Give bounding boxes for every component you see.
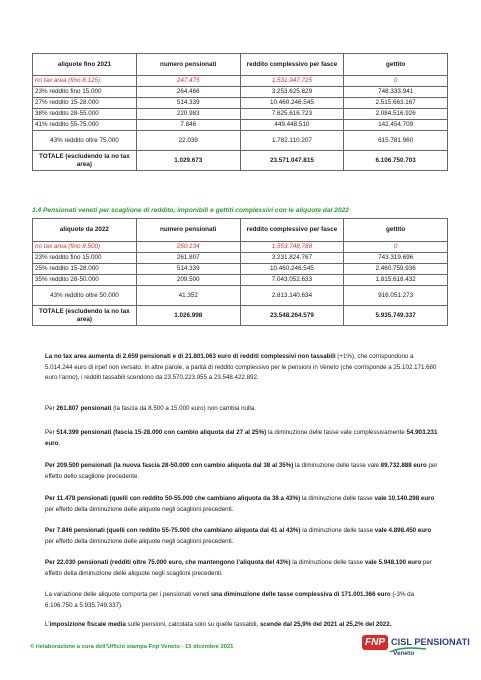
table-row xyxy=(33,98,448,109)
table-cell: 142.454.709 xyxy=(344,120,448,131)
body-text: (+1%), che corrispondono a 5.014.244 euro di irpef non versato. In altre parole, a parità di reddito complessivo per le pensioni in Veneto (che corrisponde a 25.102.171.680 euro l’anno), i redditi tassabili scendono da 23.570.223.955 a 23.548.422.892. xyxy=(45,353,437,381)
header-cell: gettito xyxy=(344,54,448,76)
table-cell: 10.460.246.545 xyxy=(240,264,344,275)
body-text: la diminuzione delle tasse xyxy=(290,559,365,566)
table-cell: 250.134 xyxy=(136,242,240,253)
table-aliquote-2021 xyxy=(32,53,448,171)
no-tax-row xyxy=(33,76,448,87)
section-title: 1.4 Pensionati veneti per scaglione di reddito, imponibili e gettiti complessivi con le aliquote dal 2022 xyxy=(32,207,349,214)
paragraph-fascia-8500-15000 xyxy=(45,404,440,415)
table-cell: 1.531.947.725 xyxy=(240,76,344,87)
table-cell: 23% reddito fino 15.000 xyxy=(33,253,137,264)
table-cell: 1.782.110.207 xyxy=(240,131,344,151)
table-cell: 743.319.696 xyxy=(344,253,448,264)
body-text: (-3% da 6.106.750 a 5.935.749.337). xyxy=(45,591,415,609)
table-cell: 2.813.140.634 xyxy=(240,286,344,306)
table-cell: no tax area (fino 8.125) xyxy=(33,76,137,87)
body-text: la diminuzione delle tasse vale xyxy=(293,462,381,469)
table-cell: 22.039 xyxy=(136,131,240,151)
table-cell: 27% reddito 15-28.000 xyxy=(33,98,137,109)
table-cell: 7.625.616.723 xyxy=(240,109,344,120)
table-cell: 41.352 xyxy=(136,286,240,306)
table-cell: 264.466 xyxy=(136,87,240,98)
table-cell: 2.084.516.926 xyxy=(344,109,448,120)
table-cell: 7.846 xyxy=(136,120,240,131)
table-cell: 25% reddito 15-28.000 xyxy=(33,264,137,275)
table-cell: 43% reddito oltre 75.000 xyxy=(33,131,137,151)
table-cell: 916.051.273 xyxy=(344,286,448,306)
bold-text: La no tax area aumenta di 2.659 pensionati e di 21.801.063 euro di redditi complessivi non tassabili xyxy=(45,353,336,360)
table-cell: 5.935.749.337 xyxy=(344,306,448,326)
body-text: per effetto della diminuzione delle aliquote negli scaglioni precedenti. xyxy=(45,559,432,577)
table-header-row xyxy=(33,219,448,242)
paragraph-fascia-50-55000 xyxy=(45,494,440,515)
total-row xyxy=(33,151,448,171)
header-cell: gettito xyxy=(344,219,448,242)
body-text: L’ xyxy=(45,621,50,628)
body-text: per effetto dello scaglione precedente. xyxy=(45,462,438,480)
header-cell: numero pensionati xyxy=(136,219,240,242)
table-cell: 748.333.941 xyxy=(344,87,448,98)
table-cell: 209.500 xyxy=(136,275,240,286)
header-cell: aliquote da 2022 xyxy=(33,219,137,242)
bold-text: 261.807 pensionati xyxy=(56,405,112,412)
bold-text: vale 4.898.450 euro xyxy=(374,527,432,534)
paragraph-fascia-28-50000 xyxy=(45,461,440,482)
header-cell: reddito complessivo per fasce xyxy=(240,54,344,76)
table-cell: 7.043.052.633 xyxy=(240,275,344,286)
bold-text: scende dal 25,9% del 2021 al 25,2% del 2022. xyxy=(259,621,392,628)
table-cell: 1.553.748.788 xyxy=(240,242,344,253)
table-cell: TOTALE (escludendo la no tax area) xyxy=(33,151,137,171)
bold-text: 514.399 pensionati (fascia 15-28.000 con cambio aliquota dal 27 al 25%) xyxy=(56,429,267,436)
paragraph-fascia-15-28000 xyxy=(45,428,440,449)
body-text: la diminuzione delle tasse vale complessivamente xyxy=(266,429,407,436)
fnp-cisl-logo xyxy=(362,632,470,662)
bold-text: Per 209.500 pensionati (la nuova fascia 28-50.000 con cambio aliquota dal 38 al 35%) xyxy=(45,462,294,469)
body-text: (la fascia da 8.500 a 15.000 euro) non cambia nulla. xyxy=(111,405,256,412)
logo-veneto-text: Veneto xyxy=(393,650,415,657)
table-aliquote-2022 xyxy=(32,218,448,326)
table-row xyxy=(33,275,448,286)
table-cell: 6.106.750.703 xyxy=(344,151,448,171)
paragraph-no-tax-area xyxy=(45,352,440,384)
table-cell: 0 xyxy=(344,76,448,87)
total-row xyxy=(33,306,448,326)
table-cell: 38% reddito 28-55.000 xyxy=(33,109,137,120)
header-cell: aliquote fino 2021 xyxy=(33,54,137,76)
table-header-row xyxy=(33,54,448,76)
bold-text: vale 10.140.298 euro xyxy=(374,495,435,502)
logo-cisl-pensionati-text: CISL PENSIONATI xyxy=(391,637,470,647)
body-text: sulle pensioni, calcolata solo su quelle tassabili, xyxy=(125,621,260,628)
body-text: Per xyxy=(45,429,57,436)
table-cell: 449.448.510 xyxy=(240,120,344,131)
table-cell: 1.029.673 xyxy=(136,151,240,171)
table-cell: 1.815.618.432 xyxy=(344,275,448,286)
table-cell: TOTALE (escludendo la no tax area) xyxy=(33,306,137,326)
bold-text: Per 22.030 pensionati (redditi oltre 75.000 euro, che mantengono l’aliquota del 43%) xyxy=(45,559,291,566)
table-cell: 220.983 xyxy=(136,109,240,120)
table-cell: 3.231.824.767 xyxy=(240,253,344,264)
body-text: Per xyxy=(45,405,57,412)
table-row xyxy=(33,131,448,151)
table-cell: 514.339 xyxy=(136,98,240,109)
table-cell: 10.460.246.545 xyxy=(240,98,344,109)
table-cell: 23% reddito fino 15.000 xyxy=(33,87,137,98)
bold-text: Per 7.846 pensionati (quelli con reddito 55-75.000 che cambiano aliquota dal 41 al 43%) xyxy=(45,527,301,534)
table-row xyxy=(33,109,448,120)
bold-text: una diminuzione delle tasse complessiva di 171.001.366 euro xyxy=(211,591,391,598)
table-cell: 261.807 xyxy=(136,253,240,264)
bold-text: imposizione fiscale media xyxy=(49,621,126,628)
body-text: La variazione delle aliquote comporta per i pensionati veneti xyxy=(45,591,212,598)
paragraph-oltre-75000 xyxy=(45,558,440,579)
table-row xyxy=(33,264,448,275)
table-row xyxy=(33,87,448,98)
logo-fnp-mark: FNP xyxy=(362,635,388,650)
table-row xyxy=(33,120,448,131)
bold-text: 89.732.888 euro xyxy=(380,462,427,469)
header-cell: numero pensionati xyxy=(136,54,240,76)
table-cell: 1.026.998 xyxy=(136,306,240,326)
table-cell: no tax area (fino 8.500) xyxy=(33,242,137,253)
table-cell: 23.571.047.815 xyxy=(240,151,344,171)
bold-text: vale 5.948.100 euro xyxy=(364,559,422,566)
bold-text: 54.903.231 euro xyxy=(45,429,438,447)
table-cell: 3.253.625.829 xyxy=(240,87,344,98)
table-cell: 41% reddito 55-75.000 xyxy=(33,120,137,131)
body-text: per effetto della diminuzione delle aliquote negli scaglioni precedenti. xyxy=(45,505,234,513)
table-cell: 0 xyxy=(344,242,448,253)
paragraph-imposizione-media xyxy=(45,620,430,631)
paragraph-variazione-totale xyxy=(45,590,440,611)
bold-text: Per 11.478 pensionati (quelli con reddito 50-55.000 che cambiano aliquota da 38 a 43%) xyxy=(45,495,301,502)
table-cell: 514.339 xyxy=(136,264,240,275)
body-text: . xyxy=(58,439,61,447)
header-cell: reddito complessivo per fasce xyxy=(240,219,344,242)
body-text: per effetto della diminuzione delle aliquote negli scaglioni precedenti. xyxy=(45,537,234,545)
body-text: la diminuzione delle tasse xyxy=(300,527,375,534)
table-cell: 247.475 xyxy=(136,76,240,87)
table-cell: 23.548.264.579 xyxy=(240,306,344,326)
table-cell: 43% reddito oltre 50.000 xyxy=(33,286,137,306)
table-row xyxy=(33,286,448,306)
table-row xyxy=(33,253,448,264)
footer-credit: © rielaborazione a cura dell’Ufficio stampa Fnp Veneto - 15 dicembre 2021 xyxy=(30,644,234,650)
no-tax-row xyxy=(33,242,448,253)
table-cell: 615.781.960 xyxy=(344,131,448,151)
table-cell: 2.515.663.167 xyxy=(344,98,448,109)
table-cell: 35% reddito 28-50.000 xyxy=(33,275,137,286)
paragraph-fascia-55-75000 xyxy=(45,526,440,547)
body-text: la diminuzione delle tasse xyxy=(300,495,375,502)
table-cell: 2.460.759.936 xyxy=(344,264,448,275)
